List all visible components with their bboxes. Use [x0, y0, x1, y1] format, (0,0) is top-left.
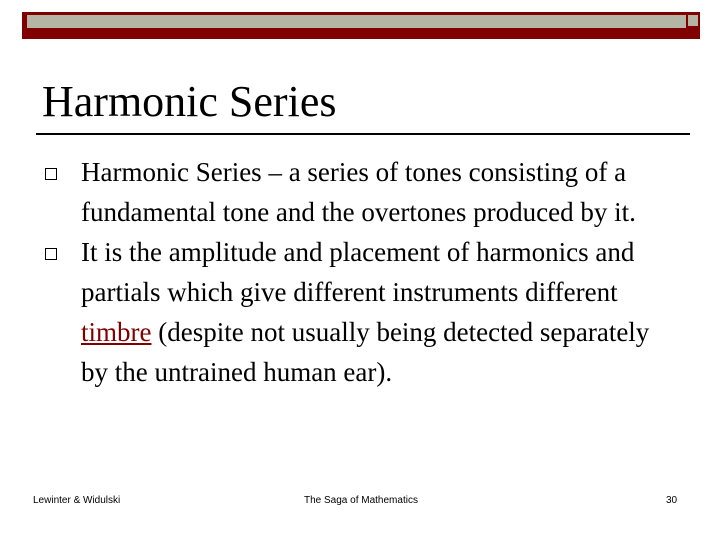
bullet-text-before: It is the amplitude and placement of harmonics and partials which give different instruments different: [81, 237, 635, 307]
footer-authors: Lewinter & Widulski: [33, 495, 121, 506]
timbre-link[interactable]: timbre: [81, 317, 152, 347]
bullet-item: [43, 152, 683, 232]
bullet-list: [43, 152, 683, 392]
hollow-square-bullet-icon: [45, 248, 57, 260]
title-underline: [36, 133, 690, 135]
bullet-item: [43, 232, 683, 392]
slide-title: Harmonic Series: [42, 77, 337, 126]
footer-title: The Saga of Mathematics: [304, 495, 418, 506]
hollow-square-bullet-icon: [45, 168, 57, 180]
bullet-text-after: (despite not usually being detected separately by the untrained human ear).: [81, 317, 650, 387]
slide-number: 30: [666, 495, 678, 506]
top-decorative-band: [22, 12, 686, 39]
corner-highlight: [688, 15, 698, 26]
band-highlight: [27, 15, 687, 28]
corner-decoration: [686, 12, 700, 39]
bullet-text: Harmonic Series – a series of tones consisting of a fundamental tone and the overtones produced by it.: [81, 157, 636, 227]
